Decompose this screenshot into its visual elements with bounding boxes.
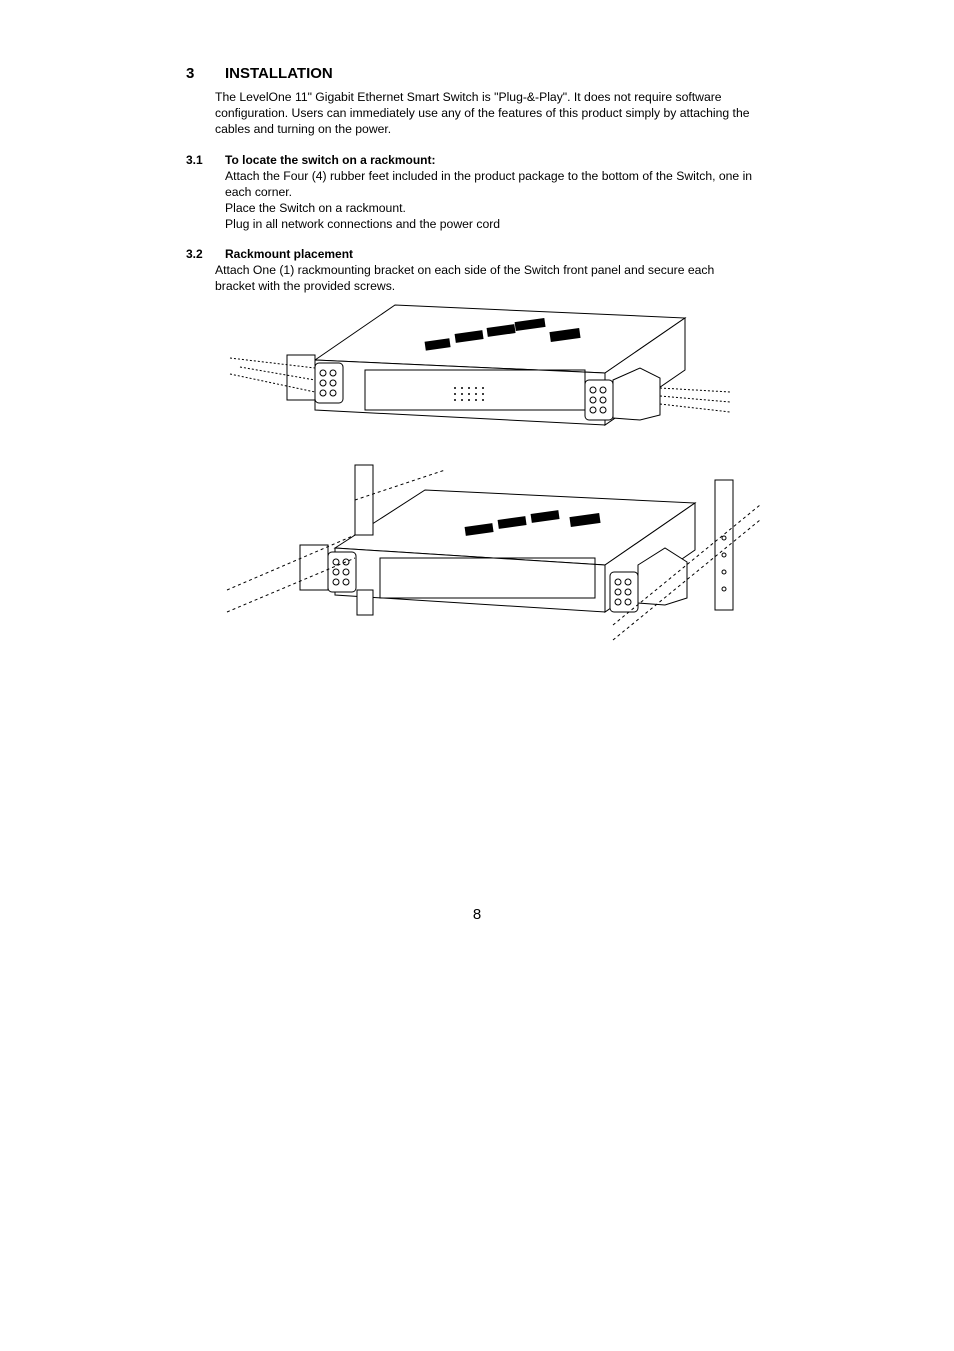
page-number: 8 bbox=[472, 906, 482, 923]
body-line: bracket with the provided screws. bbox=[215, 279, 396, 293]
body-line: Plug in all network connections and the power cord bbox=[225, 217, 501, 231]
subsection-number: 3.2 bbox=[186, 247, 203, 261]
body-line: each corner. bbox=[225, 185, 293, 199]
section-intro bbox=[215, 89, 775, 137]
body-line: Place the Switch on a rackmount. bbox=[225, 201, 406, 215]
body-line: Attach the Four (4) rubber feet included in the product package to the bottom of the Switch, one in bbox=[225, 169, 753, 183]
intro-line: configuration. Users can immediately use any of the features of this product simply by attaching the bbox=[215, 106, 750, 120]
rackmount-illustration bbox=[215, 300, 775, 650]
rack-rail-right bbox=[715, 480, 733, 610]
intro-line: cables and turning on the power. bbox=[215, 122, 392, 136]
subsection-body bbox=[225, 168, 752, 232]
intro-line: The LevelOne 11" Gigabit Ethernet Smart Switch is "Plug-&-Play". It does not require software bbox=[215, 90, 722, 104]
subsection-title: To locate the switch on a rackmount: bbox=[225, 153, 436, 167]
body-line: Attach One (1) rackmounting bracket on each side of the Switch front panel and secure each bbox=[215, 263, 715, 277]
section-title: INSTALLATION bbox=[225, 65, 333, 82]
subsection-title: Rackmount placement bbox=[225, 247, 354, 261]
bracket-left-bottom bbox=[300, 545, 356, 592]
subsection-body bbox=[215, 262, 714, 294]
subsection-number: 3.1 bbox=[186, 153, 203, 167]
section-number: 3 bbox=[186, 65, 195, 82]
